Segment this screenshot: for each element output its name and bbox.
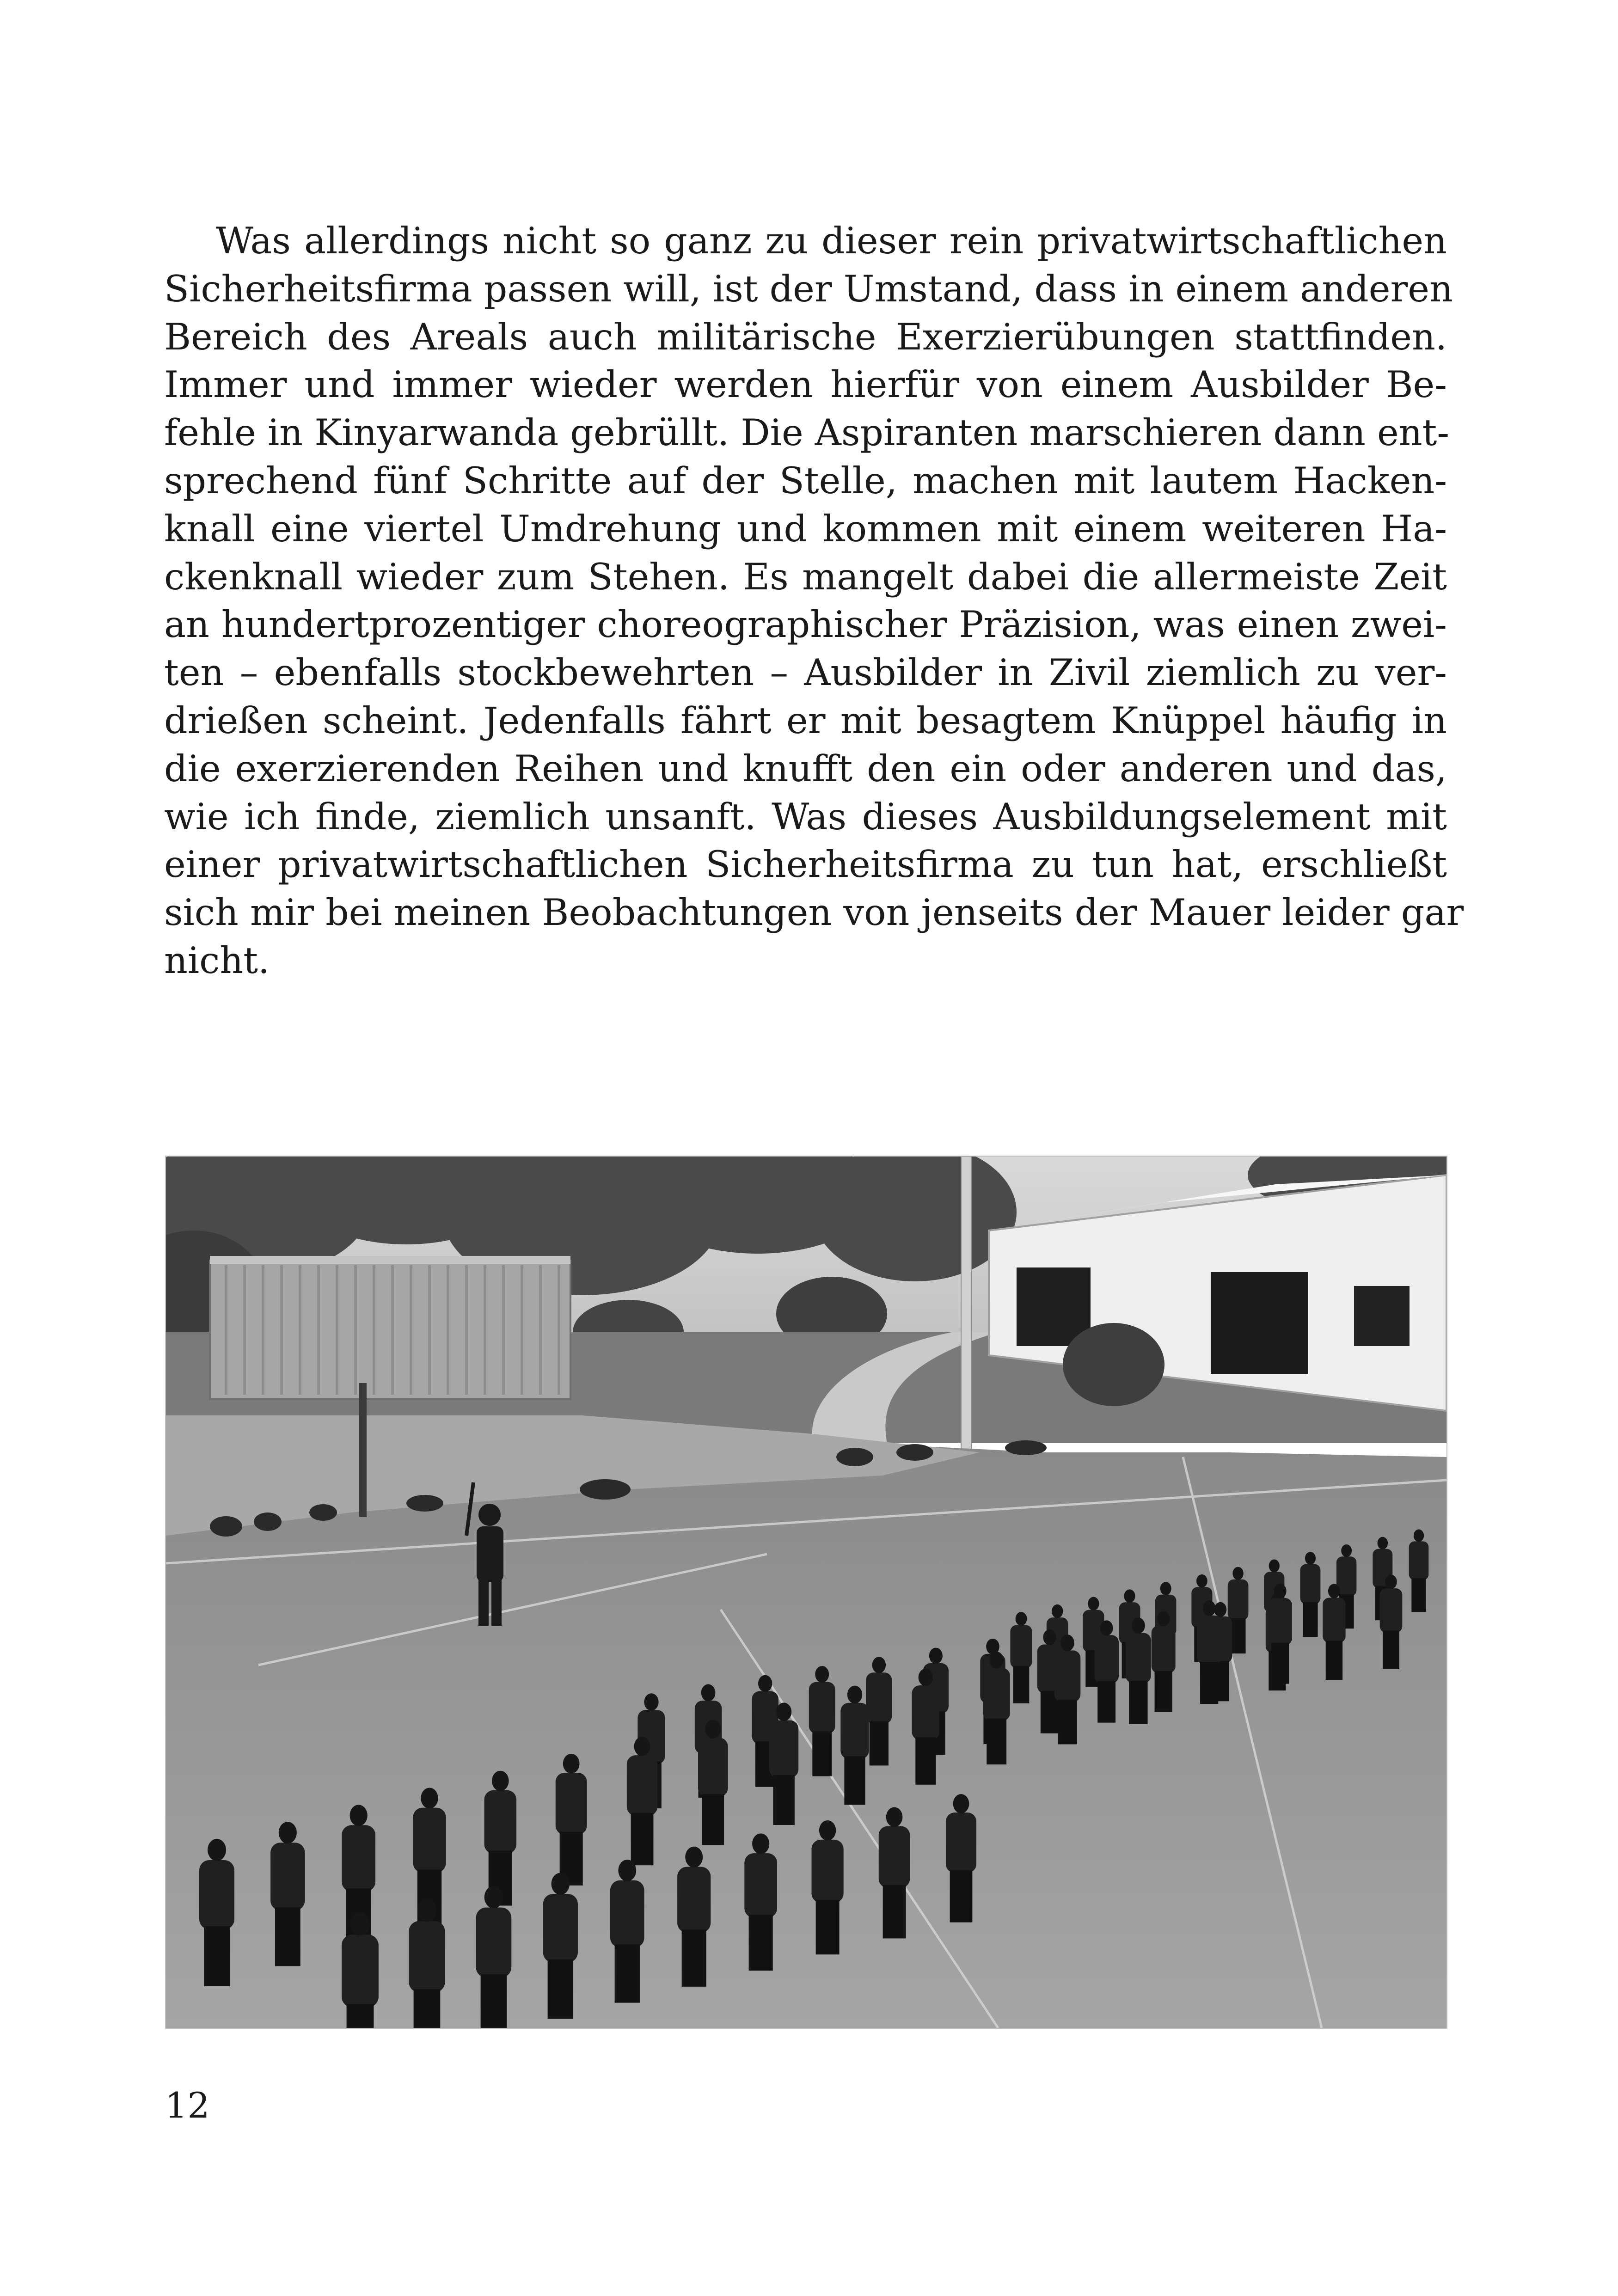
text-line: drießen scheint. Jedenfalls fährt er mit besagtem Knüppel häufig in (164, 699, 1447, 742)
text-line: wie ich finde, ziemlich unsanft. Was dieses Ausbildungselement mit (164, 795, 1447, 838)
text-line: an hundertprozentiger choreographischer Präzision, was einen zwei- (164, 603, 1447, 646)
text-line: fehle in Kinyarwanda gebrüllt. Die Aspiranten marschieren dann ent- (164, 411, 1450, 454)
text-line: die exerzierenden Reihen und knufft den ein oder anderen und das, (164, 747, 1447, 790)
post (359, 1383, 367, 1517)
text-line: ten – ebenfalls stockbewehrten – Ausbilder in Zivil ziemlich zu ver- (164, 651, 1447, 694)
text-line: ckenknall wieder zum Stehen. Es mangelt dabei die allermeiste Zeit (164, 555, 1447, 598)
text-line: sich mir bei meinen Beobachtungen von jenseits der Mauer leider gar (164, 891, 1464, 934)
parade-ground-photo (165, 1156, 1447, 2029)
body-paragraph (164, 217, 1464, 985)
text-line: einer privatwirtschaftlichen Sicherheitsfirma zu tun hat, erschließt (164, 843, 1447, 886)
text-line: sprechend fünf Schritte auf der Stelle, machen mit lautem Hacken- (164, 459, 1447, 502)
shipping-container (210, 1256, 570, 1399)
text-line: Was allerdings nicht so ganz zu dieser rein privatwirtschaftlichen (216, 220, 1447, 262)
text-line: Bereich des Areals auch militärische Exerzierübungen stattfinden. (164, 315, 1447, 358)
text-line: Immer und immer wieder werden hierfür von einem Ausbilder Be- (164, 363, 1447, 406)
text-line: Sicherheitsfirma passen will, ist der Umstand, dass in einem anderen (164, 267, 1453, 310)
text-line: nicht. (164, 939, 270, 982)
text-line: knall eine viertel Umdrehung und kommen mit einem weiteren Ha- (164, 507, 1447, 550)
page-number: 12 (165, 2085, 210, 2126)
flag-pole (961, 1157, 971, 1452)
